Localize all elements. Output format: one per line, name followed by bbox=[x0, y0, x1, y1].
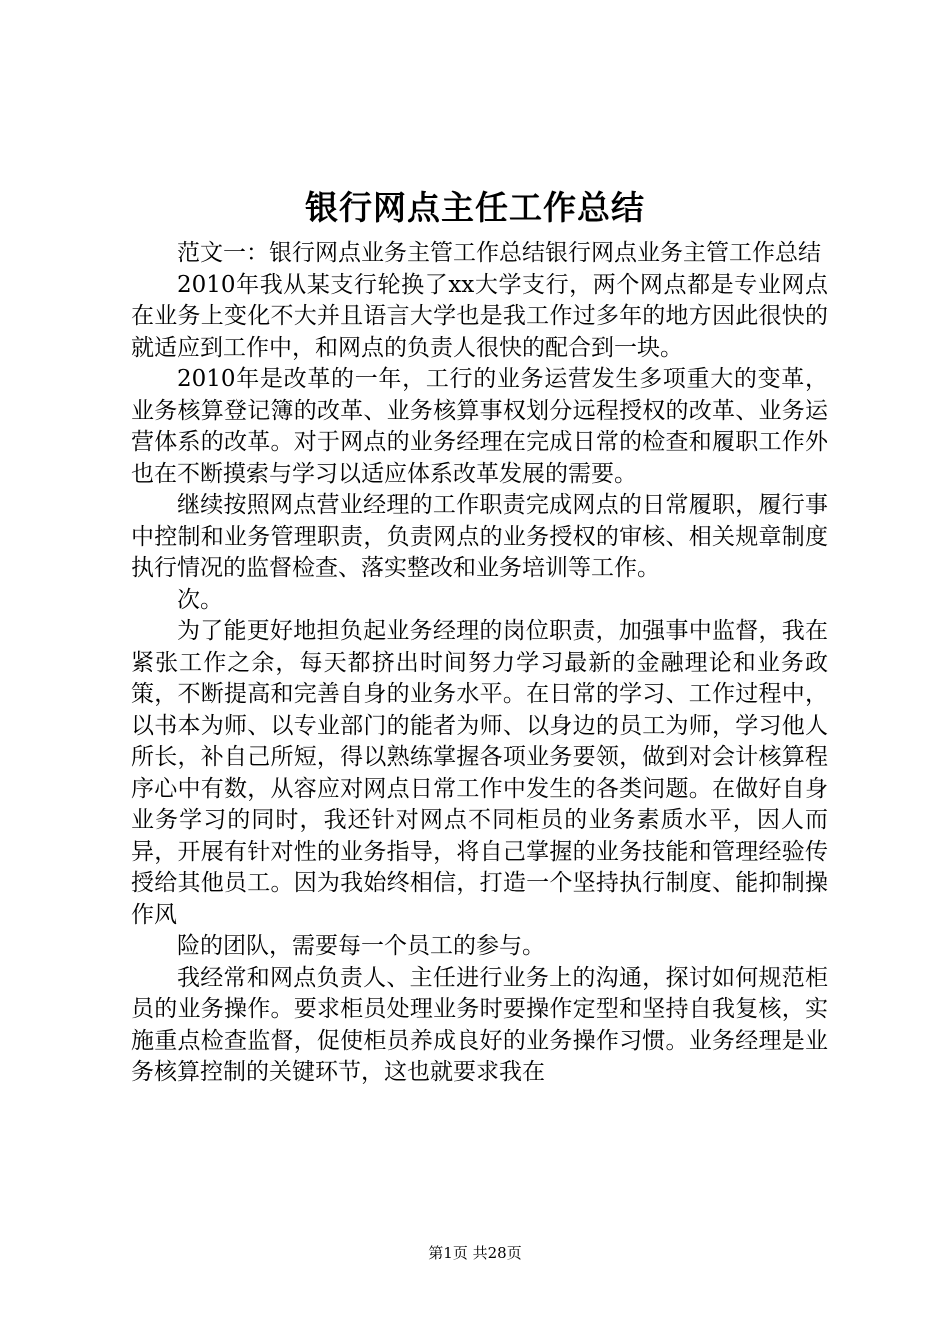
paragraph: 范文一：银行网点业务主管工作总结银行网点业务主管工作总结 bbox=[177, 240, 821, 266]
paragraph: 2010年我从某支行轮换了xx大学支行，两个网点都是专业网点在业务上变化不大并且语言大学也是我工作过多年的地方因此很快的就适应到工作中，和网点的负责人很快的配合到一块。 bbox=[131, 271, 828, 361]
document-title: 银行网点主任工作总结 bbox=[305, 188, 645, 227]
paragraph: 继续按照网点营业经理的工作职责完成网点的日常履职，履行事中控制和业务管理职责，负责网点的业务授权的审核、相关规章制度执行情况的监督检查、落实整改和业务培训等工作。 bbox=[131, 492, 828, 581]
paragraph: 次。 bbox=[177, 586, 223, 613]
paragraph: 险的团队，需要每一个员工的参与。 bbox=[177, 933, 545, 959]
paragraph: 2010年是改革的一年，工行的业务运营发生多项重大的变革，业务核算登记簿的改革、业务核算事权划分远程授权的改革、业务运营体系的改革。对于网点的业务经理在完成日常的检查和履职工作外也在不断摸索与学习以适应体系改革发展的需要。 bbox=[131, 366, 828, 487]
page-number-footer: 第1页 共28页 bbox=[428, 1244, 522, 1262]
paragraph: 我经常和网点负责人、主任进行业务上的沟通，探讨如何规范柜员的业务操作。要求柜员处理业务时要操作定型和坚持自我复核，实施重点检查监督，促使柜员养成良好的业务操作习惯。业务经理是业务核算控制的关键环节，这也就要求我在 bbox=[131, 964, 828, 1085]
document-body bbox=[131, 238, 828, 1089]
paragraph: 为了能更好地担负起业务经理的岗位职责，加强事中监督，我在紧张工作之余，每天都挤出时间努力学习最新的金融理论和业务政策，不断提高和完善自身的业务水平。在日常的学习、工作过程中，以书本为师、以专业部门的能者为师、以身边的员工为师，学习他人所长，补自己所短，得以熟练掌握各项业务要领，做到对会计核算程序心中有数，从容应对网点日常工作中发生的各类问题。在做好自身业务学习的同时，我还针对网点不同柜员的业务素质水平，因人而异，开展有针对性的业务指导，将自己掌握的业务技能和管理经验传授给其他员工。因为我始终相信，打造一个坚持执行制度、能抑制操作风 bbox=[131, 618, 828, 928]
